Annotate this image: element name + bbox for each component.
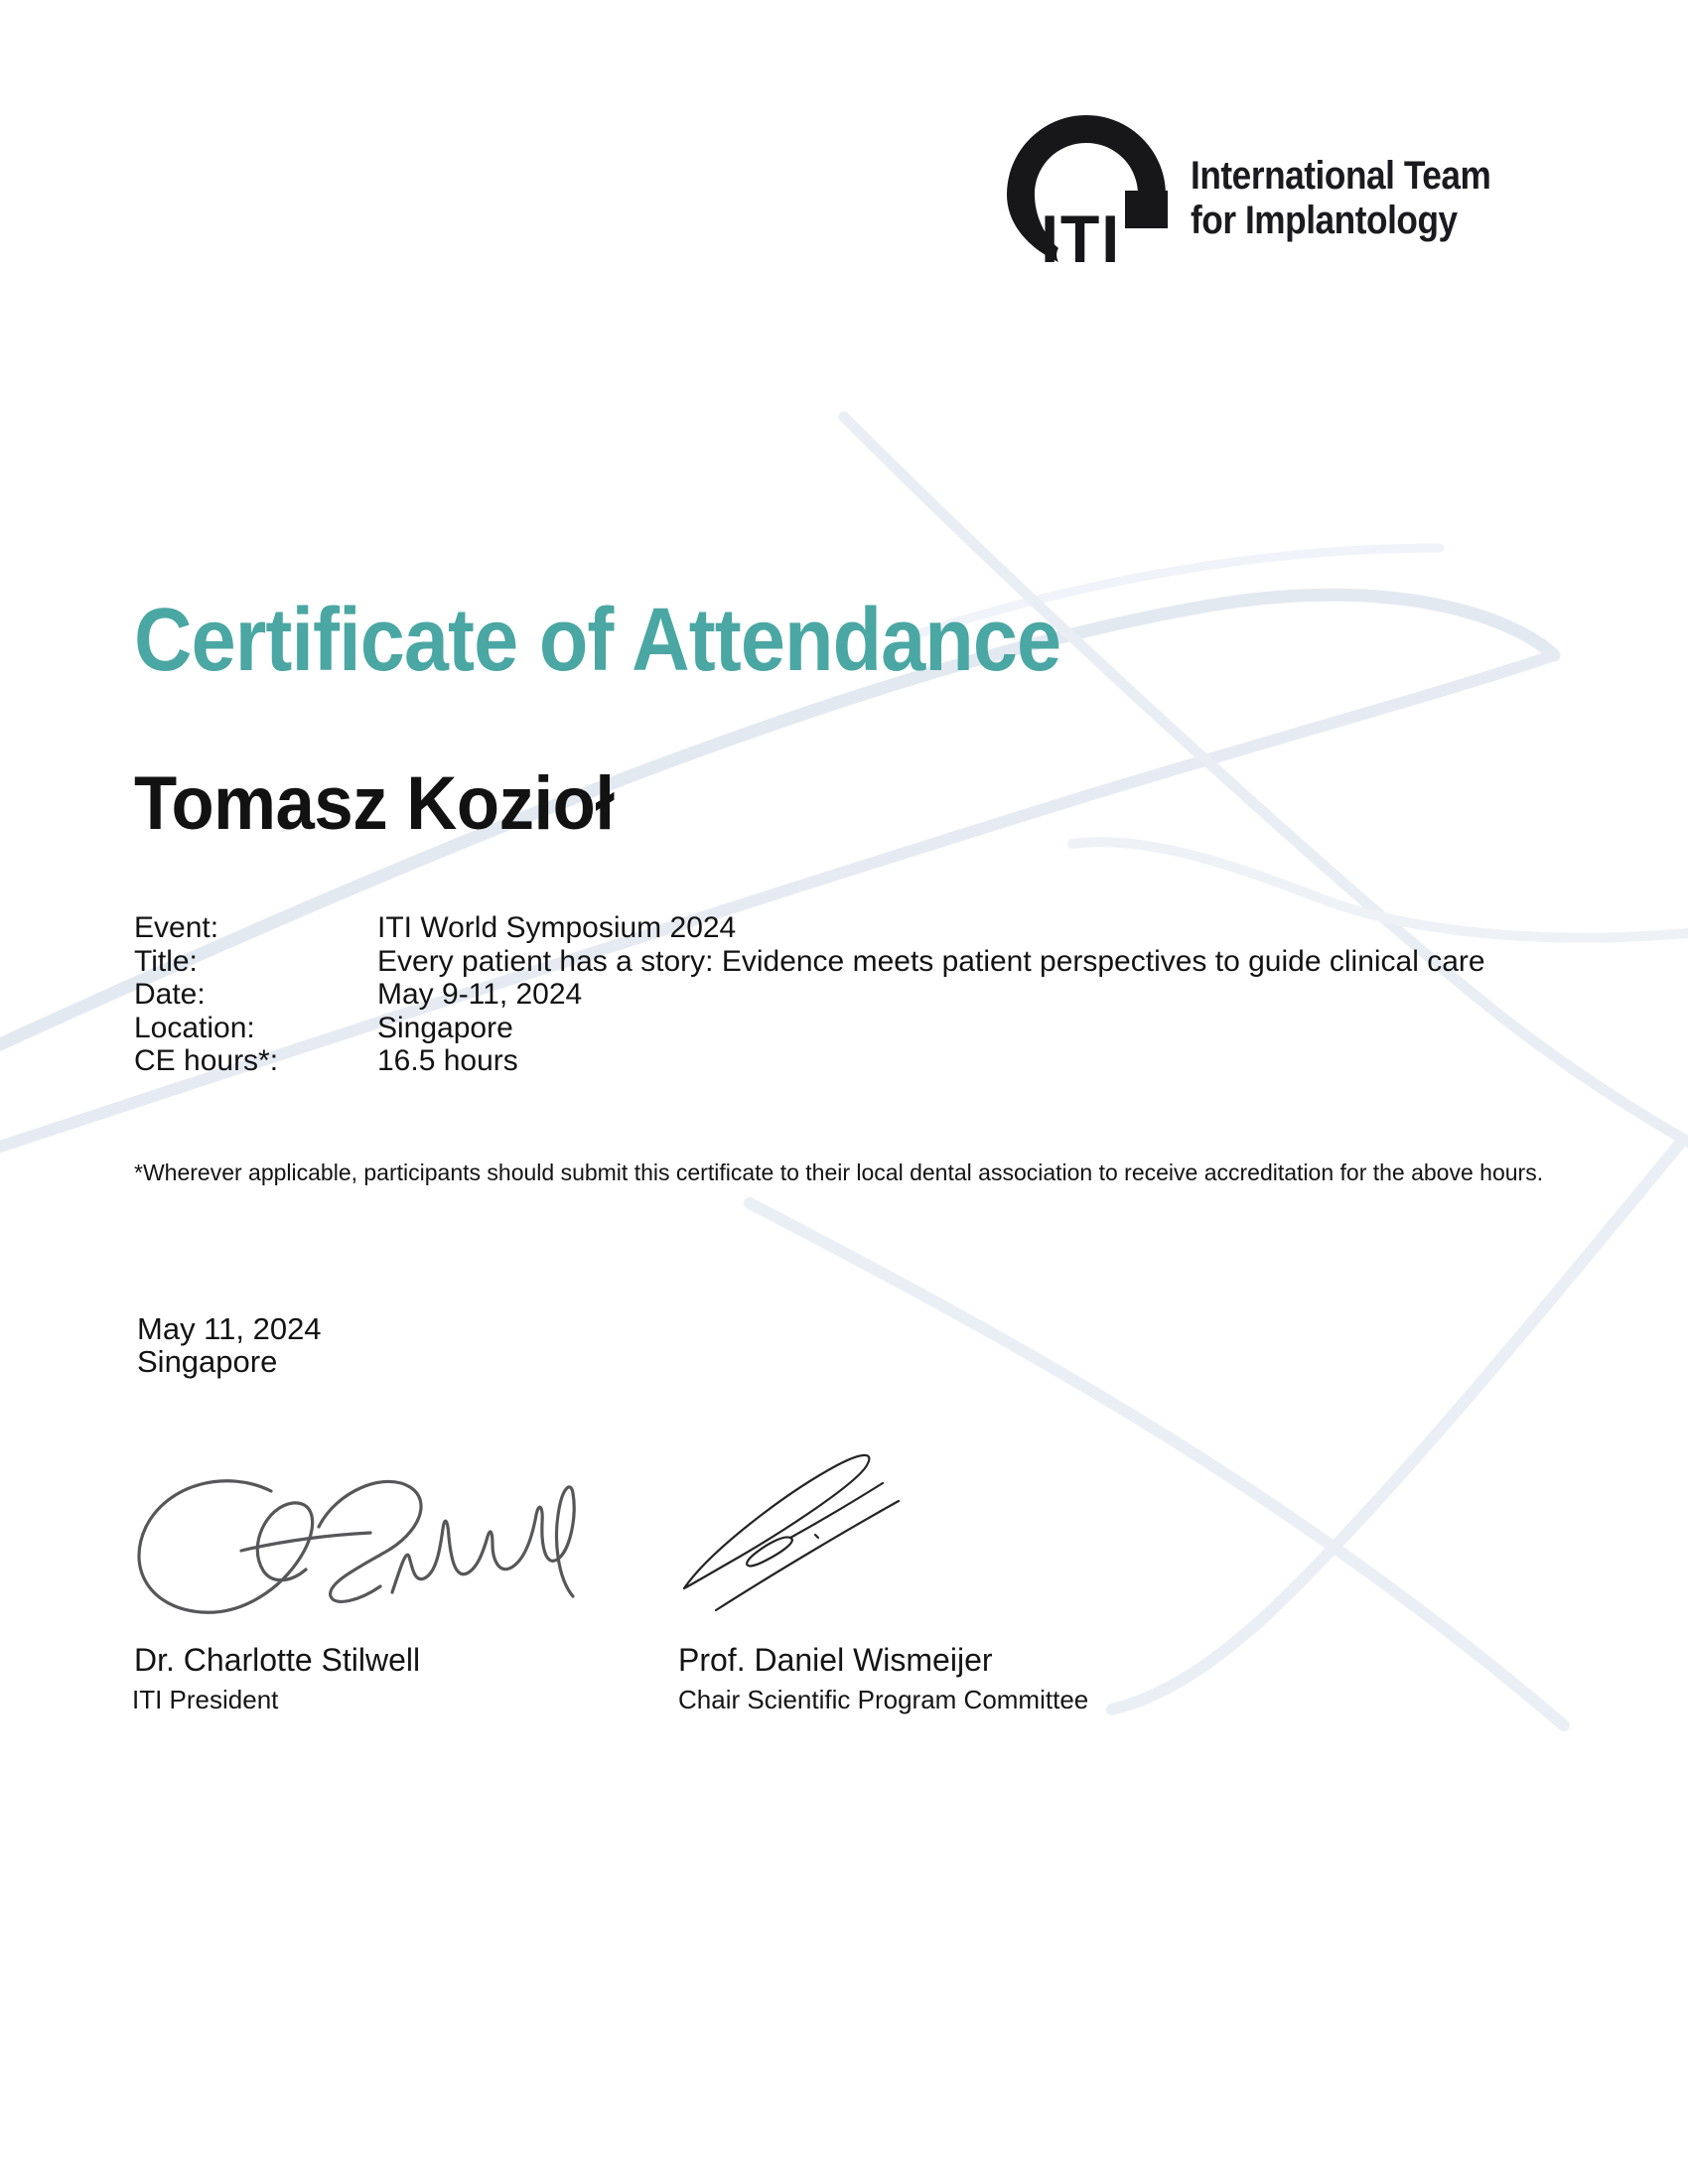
detail-row-location [134,1012,1485,1045]
detail-label: Event: [134,911,219,944]
detail-value: ITI World Symposium 2024 [377,911,737,944]
iti-org-name-line2: for Implantology [1191,199,1458,242]
detail-label: CE hours*: [134,1044,279,1077]
signatory-1-name: Dr. Charlotte Stilwell [134,1642,421,1678]
detail-label: Date: [134,978,206,1011]
signature-charlotte-stilwell [124,1457,581,1626]
certificate-title: Certificate of Attendance [134,591,1061,690]
detail-label: Title: [134,944,198,978]
detail-row-ce-hours [134,1044,1485,1078]
recipient-name: Tomasz Kozioł [134,761,615,846]
iti-logo-letters: ITI [1041,202,1122,266]
iti-org-name-line1: International Team [1191,154,1491,198]
detail-label: Location: [134,1011,255,1044]
signatory-1-role: ITI President [132,1685,279,1714]
detail-value: Singapore [377,1011,513,1044]
detail-row-date [134,978,1485,1012]
signatory-2-name: Prof. Daniel Wismeijer [678,1642,993,1678]
iti-logo-mark [1005,111,1168,266]
issue-date: May 11, 2024 [137,1311,322,1346]
detail-row-event [134,911,1485,945]
issue-place: Singapore [137,1344,278,1379]
detail-row-title [134,945,1485,979]
detail-value: Every patient has a story: Evidence meets patient perspectives to guide clinical care [377,944,1485,978]
signature-daniel-wismeijer [670,1432,918,1615]
event-details [134,911,1485,1078]
iti-logo-block [1125,191,1168,228]
iti-logo-wordmark [1191,154,1490,243]
issue-block [137,1312,322,1378]
accreditation-footnote: *Wherever applicable, participants should submit this certificate to their local dental association to receive accreditation for the above hours. [134,1160,1544,1185]
signatory-2-role: Chair Scientific Program Committee [678,1685,1089,1714]
detail-value: May 9-11, 2024 [377,978,583,1011]
detail-value: 16.5 hours [377,1044,518,1077]
